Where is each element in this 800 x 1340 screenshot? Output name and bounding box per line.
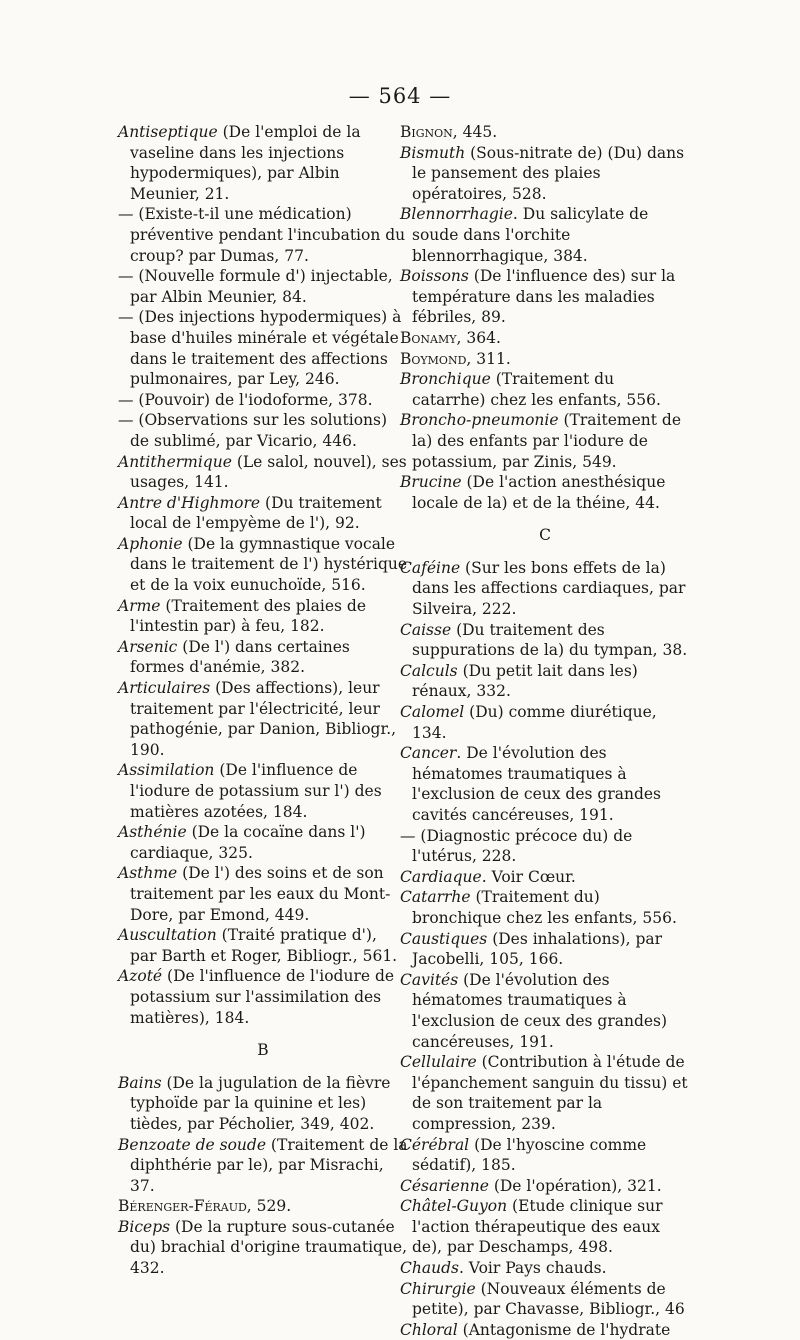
section-letter-c: C [539, 526, 551, 545]
index-entry-text: (Traitement de la) des enfants par l'iodure de potassium, par Zinis, 549. [412, 411, 681, 471]
index-entry-text: , 364. [456, 328, 501, 347]
left-column [118, 122, 408, 1279]
index-headword: Bronchique [400, 370, 491, 389]
index-author-name: Bérenger-Féraud [118, 1197, 247, 1216]
index-entry [118, 204, 408, 266]
index-entry-text: (De l'action anesthésique locale de la) et de la théine, 44. [412, 473, 666, 512]
index-headword: Articulaires [118, 679, 211, 698]
index-headword: Chauds [400, 1259, 459, 1278]
index-headword: Brucine [400, 473, 462, 492]
index-entry-text: (Du petit lait dans les) rénaux, 332. [412, 661, 638, 701]
index-entry [400, 620, 690, 661]
index-entry-text: (Traitement du) bronchique chez les enfants, 556. [412, 888, 677, 927]
index-headword: Chirurgie [400, 1279, 476, 1298]
index-headword: Caisse [400, 620, 452, 639]
index-entry [118, 925, 408, 966]
index-entry-text: (De l'hyoscine comme sédatif), 185. [412, 1135, 647, 1175]
index-entry [118, 410, 408, 451]
index-entry-text: (Le salol, nouvel), ses usages, 141. [130, 452, 407, 492]
index-entry-text: (De l') des soins et de son traitement par les eaux du Mont-Dore, par Emond, 449. [130, 864, 391, 924]
index-entry [400, 143, 690, 205]
index-headword: Boissons [400, 267, 469, 286]
index-entry [400, 410, 690, 472]
index-entry [400, 929, 690, 970]
index-entry-text: (Traité pratique d'), par Barth et Roger, Bibliogr., 561. [130, 926, 398, 965]
index-headword: Antre d'Highmore [118, 493, 261, 512]
index-entry [400, 702, 690, 743]
index-entry-text: (Des affections), leur traitement par l'électricité, leur pathogénie, par Danion, Bibliogr., 190. [130, 679, 397, 759]
index-headword: Benzoate de soude [118, 1135, 266, 1154]
index-entry-text: (De l') dans certaines formes d'anémie, 382. [130, 637, 350, 677]
index-entry [118, 760, 408, 822]
index-entry-text: (De l'influence de l'iodure de potassium sur l'assimilation des matières), 184. [130, 967, 395, 1027]
index-entry-text: (De la jugulation de la fièvre typhoïde par la quinine et les) tièdes, par Pécholier, 349, 402. [130, 1073, 391, 1133]
index-entry [118, 863, 408, 925]
index-entry-text: (De la cocaïne dans l') cardiaque, 325. [130, 823, 366, 862]
index-entry [400, 661, 690, 702]
index-headword: Aphonie [118, 534, 183, 553]
index-headword: Auscultation [118, 926, 217, 945]
index-headword: Assimilation [118, 761, 215, 780]
index-headword: Châtel-Guyon [400, 1197, 508, 1216]
index-entry-text: , 311. [466, 349, 511, 368]
index-entry [400, 328, 690, 349]
index-entry [118, 452, 408, 493]
index-headword: Arme [118, 596, 161, 615]
index-entry-text: (Traitement du catarrhe) chez les enfants, 556. [412, 370, 661, 409]
index-headword: Catarrhe [400, 888, 471, 907]
index-headword: Azoté [118, 967, 163, 986]
index-entry-text: (De l'opération), 321. [488, 1176, 662, 1195]
index-entry [118, 596, 408, 637]
index-entry-text: (Du traitement local de l'empyème de l'), 92. [130, 493, 382, 533]
index-group-a [118, 122, 408, 1028]
index-entry [118, 966, 408, 1028]
index-entry [400, 970, 690, 1052]
index-entry [118, 307, 408, 389]
index-entry [118, 534, 408, 596]
index-entry [400, 1052, 690, 1134]
index-entry-text: (De la rupture sous-cutanée du) brachial d'origine traumatique, 432. [130, 1217, 408, 1278]
index-entry-text: — (Nouvelle formule d') injectable, par Albin Meunier, 84. [118, 267, 393, 306]
index-entry-text: (De l'influence des) sur la température dans les maladies fébriles, 89. [412, 267, 676, 327]
index-headword: Cellulaire [400, 1053, 477, 1072]
index-entry-text: (De l'influence de l'iodure de potassium sur l') des matières azotées, 184. [130, 761, 382, 821]
index-headword: Chloral [400, 1320, 458, 1339]
index-headword: Césarienne [400, 1176, 489, 1195]
section-letter-b: B [257, 1041, 269, 1060]
index-entry [118, 1196, 408, 1217]
index-entry-text: . De l'évolution des hématomes traumatiques à l'exclusion de ceux des grandes cavités cancéreuses, 191. [412, 744, 662, 824]
index-entry-text: (De l'emploi de la vaseline dans les injections hypodermiques), par Albin Meunier, 21. [130, 123, 361, 203]
index-entry-text: , 529. [246, 1197, 292, 1216]
index-entry-text: (Antagonisme de l'hydrate [457, 1320, 671, 1339]
index-headword: Cérébral [400, 1135, 470, 1154]
index-headword: Cavités [400, 970, 459, 989]
index-entry [400, 887, 690, 928]
index-author-name: Bonamy [400, 328, 457, 347]
index-entry-text: — (Des injections hypodermiques) à base d'huiles minérale et végétale dans le traitement des affections pulmonaires, par Ley, 246. [118, 308, 402, 389]
index-entry [400, 1258, 690, 1279]
index-entry [400, 122, 690, 143]
index-group-b-continued [400, 122, 690, 513]
index-entry-text: (Sur les bons effets de la) dans les affections cardiaques, par Silveira, 222. [412, 558, 686, 619]
index-entry-text: — (Existe-t-il une médication) préventive pendant l'incubation du croup? par Dumas, 77. [118, 205, 406, 265]
index-entry [400, 204, 690, 266]
index-entry [400, 369, 690, 410]
index-entry [400, 1320, 690, 1340]
page-number: — 564 — [348, 84, 452, 108]
index-entry [400, 472, 690, 513]
index-headword: Biceps [118, 1217, 171, 1236]
index-entry-text: (Nouveaux éléments de petite), par Chavasse, Bibliogr., 46 [412, 1279, 685, 1319]
index-entry-text: . Voir Cœur. [481, 867, 576, 886]
index-entry [400, 826, 690, 867]
index-entry [118, 1217, 408, 1279]
index-entry [118, 822, 408, 863]
index-entry [400, 743, 690, 825]
index-headword: Calculs [400, 661, 458, 680]
index-entry-text: (Traitement des plaies de l'intestin par) à feu, 182. [130, 596, 367, 636]
index-entry [400, 266, 690, 328]
index-entry [400, 867, 690, 888]
index-entry-text: (Contribution à l'étude de l'épanchement sanguin du tissu) et de son traitement par la compression, 239. [412, 1053, 688, 1133]
index-group-c [400, 558, 690, 1340]
index-entry-text: (De l'évolution des hématomes traumatiques à l'exclusion de ceux des grandes) cancéreuses, 191. [412, 970, 668, 1051]
index-entry [400, 1176, 690, 1197]
index-entry [400, 1135, 690, 1176]
index-entry [118, 390, 408, 411]
index-entry [118, 1073, 408, 1135]
index-headword: Asthme [118, 864, 178, 883]
index-entry-text: . Voir Pays chauds. [458, 1259, 607, 1278]
index-headword: Bismuth [400, 143, 466, 162]
index-entry-text: (Traitement de la diphthérie par le), par Misrachi, 37. [130, 1135, 408, 1195]
index-entry-text: . Du salicylate de soude dans l'orchite blennorrhagique, 384. [412, 205, 649, 265]
index-headword: Calomel [400, 703, 465, 722]
index-entry-text: (Du) comme diurétique, 134. [412, 703, 657, 742]
index-entry [400, 558, 690, 620]
index-entry-text: — (Observations sur les solutions) de sublimé, par Vicario, 446. [118, 411, 388, 450]
index-headword: Antiseptique [118, 123, 218, 141]
index-headword: Arsenic [118, 637, 178, 656]
index-entry [118, 678, 408, 760]
index-author-name: Bignon [400, 123, 453, 141]
index-headword: Caustiques [400, 929, 488, 948]
index-entry [118, 637, 408, 678]
index-headword: Bains [118, 1073, 162, 1092]
index-entry-text: (De la gymnastique vocale dans le traitement de l') hystérique et de la voix eunuchoïde, 516. [130, 534, 408, 595]
index-entry [118, 122, 408, 204]
right-column [400, 122, 690, 1340]
index-entry [400, 1279, 690, 1320]
index-entry-text: (Sous-nitrate de) (Du) dans le pansement des plaies opératoires, 528. [412, 143, 685, 203]
index-entry-text: — (Pouvoir) de l'iodoforme, 378. [118, 390, 373, 409]
index-entry-text: , 445. [452, 123, 498, 141]
index-headword: Cancer [400, 744, 457, 763]
index-headword: Broncho-pneumonie [400, 411, 559, 430]
index-entry-text: (Du traitement des suppurations de la) du tympan, 38. [412, 620, 688, 660]
index-entry [400, 349, 690, 370]
index-headword: Asthénie [118, 823, 187, 842]
index-entry-text: (Etude clinique sur l'action thérapeutique des eaux de), par Deschamps, 498. [412, 1197, 663, 1257]
index-headword: Caféine [400, 558, 461, 577]
index-group-b [118, 1073, 408, 1279]
index-entry [118, 266, 408, 307]
index-author-name: Boymond [400, 349, 467, 368]
index-entry-text: — (Diagnostic précoce du) de l'utérus, 228. [400, 826, 633, 866]
index-entry-text: (Des inhalations), par Jacobelli, 105, 166. [412, 929, 663, 969]
index-headword: Blennorrhagie [400, 205, 513, 224]
index-entry [118, 1135, 408, 1197]
index-headword: Cardiaque [400, 867, 482, 886]
index-entry [400, 1196, 690, 1258]
index-entry [118, 493, 408, 534]
index-headword: Antithermique [118, 452, 232, 471]
